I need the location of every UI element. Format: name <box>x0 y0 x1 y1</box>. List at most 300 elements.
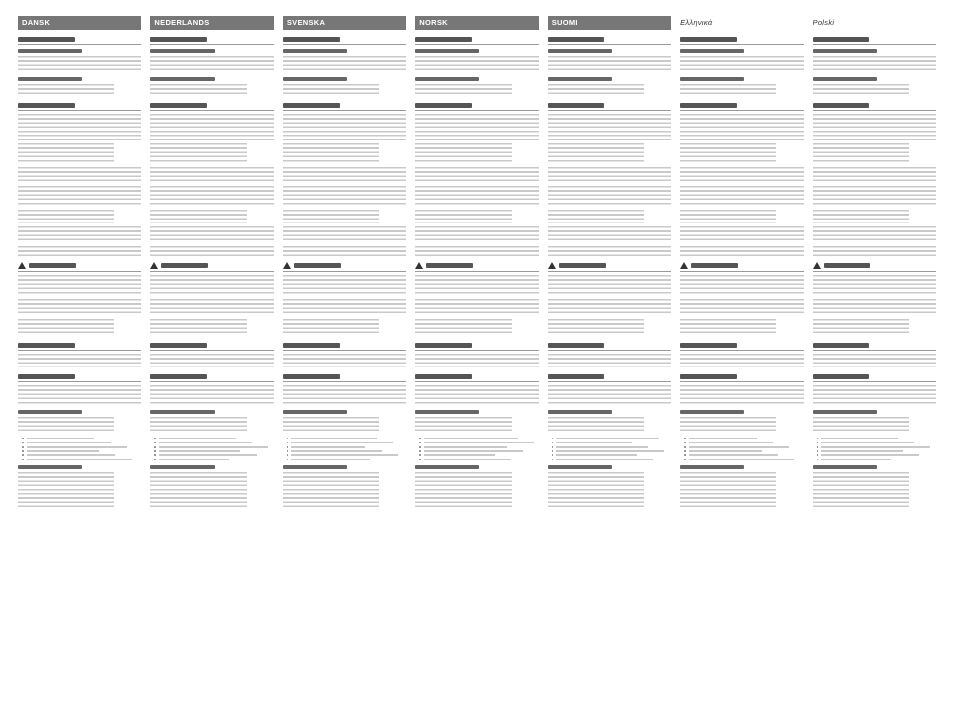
text-paragraph <box>150 226 273 243</box>
subsection-heading <box>283 49 347 53</box>
text-paragraph <box>283 56 406 73</box>
list-item <box>548 457 671 461</box>
warning-title <box>824 263 871 268</box>
list-item-text <box>424 446 507 448</box>
text-paragraph <box>680 114 803 139</box>
warning-heading <box>813 262 936 272</box>
bullet-list <box>548 436 671 461</box>
list-item-text <box>27 438 95 440</box>
subsection-heading <box>680 77 744 81</box>
list-item-text <box>556 459 652 461</box>
bullet-icon <box>22 450 24 452</box>
text-paragraph <box>813 275 936 296</box>
text-paragraph <box>283 210 379 223</box>
section-heading <box>18 373 141 382</box>
subsection-heading <box>548 49 612 53</box>
text-paragraph <box>150 319 246 336</box>
text-paragraph <box>680 84 776 97</box>
text-paragraph <box>680 226 803 243</box>
section-heading <box>548 36 671 45</box>
text-paragraph <box>283 354 406 367</box>
section-heading <box>150 342 273 351</box>
list-item <box>283 457 406 461</box>
list-item <box>813 457 936 461</box>
bullet-icon <box>817 442 819 444</box>
list-item-text <box>159 438 236 440</box>
text-paragraph <box>283 472 379 510</box>
warning-title <box>559 263 606 268</box>
text-paragraph <box>813 56 936 73</box>
warning-title <box>161 263 208 268</box>
section-heading <box>150 102 273 111</box>
warning-title <box>294 263 341 268</box>
list-item-text <box>556 454 636 456</box>
list-item <box>415 457 538 461</box>
subsection-heading <box>150 410 214 414</box>
text-paragraph <box>18 114 141 139</box>
text-paragraph <box>415 417 511 434</box>
text-paragraph <box>680 385 803 406</box>
language-header: SUOMI <box>548 16 671 30</box>
bullet-icon <box>287 454 289 456</box>
text-paragraph <box>150 114 273 139</box>
subsection-heading <box>680 49 744 53</box>
text-paragraph <box>548 472 644 510</box>
language-header: SVENSKA <box>283 16 406 30</box>
text-paragraph <box>548 56 671 73</box>
list-item-text <box>556 450 663 452</box>
list-item-text <box>424 459 512 461</box>
list-item-text <box>821 446 930 448</box>
subsection-heading <box>680 410 744 414</box>
text-paragraph <box>548 354 671 367</box>
text-paragraph <box>680 167 803 184</box>
warning-heading <box>150 262 273 272</box>
list-item-text <box>821 438 898 440</box>
list-item-text <box>27 454 116 456</box>
bullet-icon <box>154 446 156 448</box>
bullet-icon <box>22 454 24 456</box>
bullet-icon <box>552 442 554 444</box>
warning-heading <box>548 262 671 272</box>
list-item-text <box>821 459 891 461</box>
text-paragraph <box>150 143 246 164</box>
text-paragraph <box>283 417 379 434</box>
list-item-text <box>159 450 240 452</box>
language-column-nl <box>150 16 273 706</box>
text-paragraph <box>283 226 406 243</box>
text-paragraph <box>18 143 114 164</box>
text-paragraph <box>415 167 538 184</box>
warning-triangle-icon <box>680 262 688 269</box>
text-paragraph <box>415 143 511 164</box>
text-paragraph <box>680 319 776 336</box>
text-paragraph <box>680 246 803 259</box>
text-paragraph <box>150 354 273 367</box>
text-paragraph <box>415 246 538 259</box>
text-paragraph <box>415 186 538 207</box>
text-paragraph <box>18 299 141 316</box>
text-paragraph <box>813 472 909 510</box>
list-item-text <box>159 454 257 456</box>
text-paragraph <box>813 226 936 243</box>
bullet-icon <box>287 438 289 440</box>
warning-title <box>29 263 76 268</box>
text-paragraph <box>680 56 803 73</box>
list-item-text <box>27 446 127 448</box>
text-paragraph <box>18 417 114 434</box>
bullet-list <box>680 436 803 461</box>
subsection-heading <box>18 465 82 469</box>
text-paragraph <box>415 299 538 316</box>
bullet-icon <box>684 446 686 448</box>
text-paragraph <box>415 385 538 406</box>
subsection-heading <box>150 77 214 81</box>
section-heading <box>680 102 803 111</box>
text-paragraph <box>18 226 141 243</box>
bullet-icon <box>419 446 421 448</box>
section-heading <box>548 102 671 111</box>
subsection-heading <box>283 77 347 81</box>
list-item-text <box>291 446 365 448</box>
list-item <box>150 457 273 461</box>
subsection-heading <box>548 465 612 469</box>
subsection-heading <box>680 465 744 469</box>
section-heading <box>415 342 538 351</box>
bullet-icon <box>552 450 554 452</box>
subsection-heading <box>548 77 612 81</box>
list-item-text <box>424 454 496 456</box>
text-paragraph <box>283 143 379 164</box>
list-item <box>18 457 141 461</box>
section-heading <box>150 36 273 45</box>
section-heading <box>18 36 141 45</box>
text-paragraph <box>415 275 538 296</box>
bullet-list <box>813 436 936 461</box>
bullet-icon <box>552 446 554 448</box>
text-paragraph <box>813 84 909 97</box>
bullet-icon <box>552 454 554 456</box>
list-item-text <box>291 442 392 444</box>
text-paragraph <box>813 319 909 336</box>
list-item-text <box>27 459 132 461</box>
text-paragraph <box>680 186 803 207</box>
text-paragraph <box>18 186 141 207</box>
list-item-text <box>291 459 370 461</box>
text-paragraph <box>283 385 406 406</box>
warning-title <box>691 263 738 268</box>
text-paragraph <box>548 143 644 164</box>
section-heading <box>415 102 538 111</box>
bullet-icon <box>419 459 421 461</box>
text-paragraph <box>813 385 936 406</box>
text-paragraph <box>548 275 671 296</box>
text-paragraph <box>18 275 141 296</box>
text-paragraph <box>150 56 273 73</box>
bullet-icon <box>154 454 156 456</box>
section-heading <box>680 342 803 351</box>
bullet-list <box>150 436 273 461</box>
bullet-icon <box>817 446 819 448</box>
language-header: DANSK <box>18 16 141 30</box>
text-paragraph <box>18 472 114 510</box>
bullet-icon <box>22 442 24 444</box>
text-paragraph <box>813 246 936 259</box>
subsection-heading <box>283 465 347 469</box>
language-column-da <box>18 16 141 706</box>
list-item-text <box>689 454 778 456</box>
list-item-text <box>821 454 919 456</box>
bullet-list <box>283 436 406 461</box>
warning-heading <box>283 262 406 272</box>
list-item-text <box>689 459 794 461</box>
subsection-heading <box>813 410 877 414</box>
text-paragraph <box>18 210 114 223</box>
list-item-text <box>291 450 381 452</box>
subsection-heading <box>813 49 877 53</box>
bullet-icon <box>287 442 289 444</box>
language-column-pl <box>813 16 936 706</box>
warning-heading <box>415 262 538 272</box>
bullet-icon <box>684 450 686 452</box>
text-paragraph <box>548 210 644 223</box>
language-column-sv <box>283 16 406 706</box>
section-heading <box>548 342 671 351</box>
bullet-icon <box>287 459 289 461</box>
list-item-text <box>27 450 100 452</box>
text-paragraph <box>150 275 273 296</box>
text-paragraph <box>548 167 671 184</box>
section-heading <box>150 373 273 382</box>
bullet-icon <box>817 450 819 452</box>
text-paragraph <box>150 299 273 316</box>
section-heading <box>283 36 406 45</box>
text-paragraph <box>813 143 909 164</box>
warning-triangle-icon <box>150 262 158 269</box>
subsection-heading <box>18 410 82 414</box>
text-paragraph <box>680 275 803 296</box>
bullet-icon <box>154 459 156 461</box>
language-header: Ελληνικά <box>680 18 713 27</box>
subsection-heading <box>283 410 347 414</box>
text-paragraph <box>548 114 671 139</box>
list-item-text <box>159 446 268 448</box>
list-item-text <box>159 459 229 461</box>
bullet-icon <box>684 459 686 461</box>
text-paragraph <box>150 84 246 97</box>
text-paragraph <box>150 246 273 259</box>
section-heading <box>415 36 538 45</box>
list-item-text <box>689 450 762 452</box>
text-paragraph <box>18 385 141 406</box>
text-paragraph <box>18 84 114 97</box>
bullet-icon <box>419 450 421 452</box>
text-paragraph <box>415 354 538 367</box>
text-paragraph <box>150 417 246 434</box>
subsection-heading <box>150 465 214 469</box>
language-column-fi <box>548 16 671 706</box>
subsection-heading <box>150 49 214 53</box>
subsection-heading <box>415 77 479 81</box>
text-paragraph <box>680 472 776 510</box>
list-item-text <box>556 438 658 440</box>
text-paragraph <box>150 385 273 406</box>
subsection-heading <box>415 410 479 414</box>
text-paragraph <box>283 246 406 259</box>
text-paragraph <box>680 299 803 316</box>
text-paragraph <box>813 167 936 184</box>
bullet-list <box>415 436 538 461</box>
bullet-icon <box>684 454 686 456</box>
bullet-icon <box>22 446 24 448</box>
language-header: NEDERLANDS <box>150 16 273 30</box>
text-paragraph <box>680 143 776 164</box>
list-item-text <box>27 442 111 444</box>
bullet-icon <box>154 442 156 444</box>
warning-heading <box>18 262 141 272</box>
list-item-text <box>689 446 789 448</box>
bullet-icon <box>817 438 819 440</box>
language-column-no <box>415 16 538 706</box>
list-item-text <box>689 442 773 444</box>
language-header: Polski <box>812 18 835 27</box>
text-paragraph <box>548 417 644 434</box>
text-paragraph <box>548 186 671 207</box>
list-item-text <box>424 442 534 444</box>
text-paragraph <box>813 210 909 223</box>
section-heading <box>813 342 936 351</box>
section-heading <box>415 373 538 382</box>
subsection-heading <box>548 410 612 414</box>
bullet-icon <box>419 442 421 444</box>
section-heading <box>680 373 803 382</box>
text-paragraph <box>150 167 273 184</box>
text-paragraph <box>813 186 936 207</box>
subsection-heading <box>18 77 82 81</box>
list-item-text <box>556 446 647 448</box>
language-column-el <box>680 16 803 706</box>
text-paragraph <box>18 319 114 336</box>
section-heading <box>813 36 936 45</box>
text-paragraph <box>283 167 406 184</box>
bullet-icon <box>817 454 819 456</box>
subsection-heading <box>813 465 877 469</box>
text-paragraph <box>283 186 406 207</box>
text-paragraph <box>548 299 671 316</box>
text-paragraph <box>415 472 511 510</box>
section-heading <box>680 36 803 45</box>
warning-heading <box>680 262 803 272</box>
list-item-text <box>291 438 376 440</box>
text-paragraph <box>18 354 141 367</box>
warning-triangle-icon <box>813 262 821 269</box>
text-paragraph <box>283 299 406 316</box>
bullet-icon <box>287 446 289 448</box>
text-paragraph <box>813 354 936 367</box>
text-paragraph <box>283 84 379 97</box>
text-paragraph <box>813 417 909 434</box>
text-paragraph <box>680 354 803 367</box>
bullet-list <box>18 436 141 461</box>
text-paragraph <box>283 114 406 139</box>
text-paragraph <box>283 275 406 296</box>
list-item-text <box>821 442 914 444</box>
warning-title <box>426 263 473 268</box>
list-item-text <box>689 438 757 440</box>
bullet-icon <box>552 438 554 440</box>
text-paragraph <box>680 210 776 223</box>
section-heading <box>813 102 936 111</box>
subsection-heading <box>415 49 479 53</box>
text-paragraph <box>548 246 671 259</box>
text-paragraph <box>150 210 246 223</box>
section-heading <box>548 373 671 382</box>
text-paragraph <box>680 417 776 434</box>
section-heading <box>283 102 406 111</box>
text-paragraph <box>415 84 511 97</box>
text-paragraph <box>18 246 141 259</box>
list-item-text <box>424 450 523 452</box>
text-paragraph <box>150 472 246 510</box>
list-item-text <box>291 454 397 456</box>
bullet-icon <box>684 438 686 440</box>
bullet-icon <box>419 454 421 456</box>
text-paragraph <box>548 385 671 406</box>
bullet-icon <box>817 459 819 461</box>
warning-triangle-icon <box>415 262 423 269</box>
text-paragraph <box>150 186 273 207</box>
list-item-text <box>556 442 631 444</box>
language-header: NORSK <box>415 16 538 30</box>
bullet-icon <box>22 459 24 461</box>
bullet-icon <box>419 438 421 440</box>
text-paragraph <box>548 319 644 336</box>
list-item-text <box>159 442 252 444</box>
text-paragraph <box>415 226 538 243</box>
text-paragraph <box>18 167 141 184</box>
section-heading <box>18 102 141 111</box>
warning-triangle-icon <box>283 262 291 269</box>
section-heading <box>283 342 406 351</box>
text-paragraph <box>415 56 538 73</box>
text-paragraph <box>813 114 936 139</box>
text-paragraph <box>548 226 671 243</box>
text-paragraph <box>813 299 936 316</box>
text-paragraph <box>548 84 644 97</box>
text-paragraph <box>283 319 379 336</box>
list-item-text <box>424 438 518 440</box>
list-item-text <box>821 450 902 452</box>
subsection-heading <box>813 77 877 81</box>
warning-triangle-icon <box>18 262 26 269</box>
bullet-icon <box>552 459 554 461</box>
bullet-icon <box>684 442 686 444</box>
warning-triangle-icon <box>548 262 556 269</box>
bullet-icon <box>154 450 156 452</box>
text-paragraph <box>415 319 511 336</box>
bullet-icon <box>22 438 24 440</box>
bullet-icon <box>287 450 289 452</box>
section-heading <box>813 373 936 382</box>
section-heading <box>18 342 141 351</box>
bullet-icon <box>154 438 156 440</box>
section-heading <box>283 373 406 382</box>
text-paragraph <box>415 210 511 223</box>
text-paragraph <box>415 114 538 139</box>
text-paragraph <box>18 56 141 73</box>
subsection-heading <box>18 49 82 53</box>
list-item <box>680 457 803 461</box>
